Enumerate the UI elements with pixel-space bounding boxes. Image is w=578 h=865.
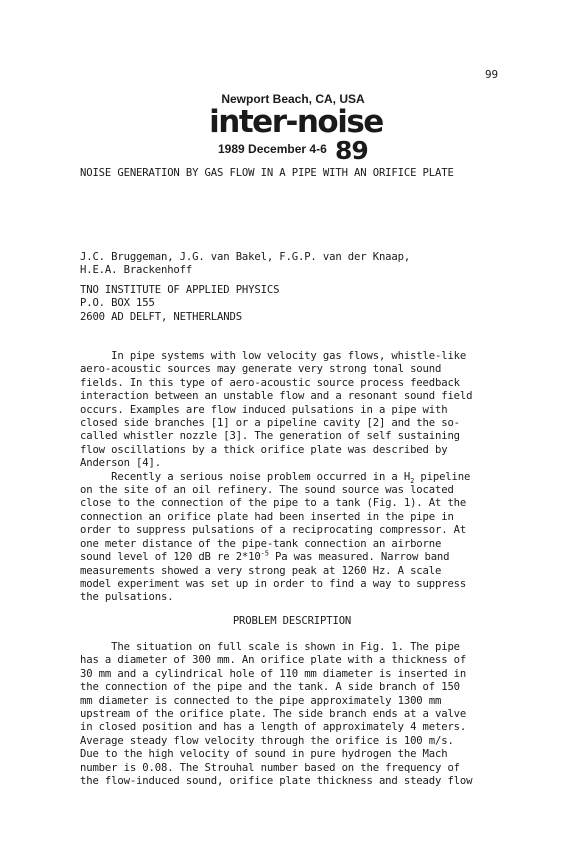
text-line: model experiment was set up in order to find a way to suppress <box>80 577 467 590</box>
text-line-sound-level <box>80 551 472 564</box>
text-line: close to the connection of the pipe to a tank (Fig. 1). At the <box>80 497 467 510</box>
text-line: flow oscillations by a thick orifice plate was described by <box>80 443 448 456</box>
section-heading: PROBLEM DESCRIPTION <box>232 615 352 627</box>
text-line: Anderson [4]. <box>80 457 161 470</box>
text-line: aero-acoustic sources may generate very strong tonal sound <box>80 363 442 376</box>
text-line: the connection of the pipe and the tank. A side branch of 150 <box>80 681 460 694</box>
text-line: The situation on full scale is shown in Fig. 1. The pipe <box>80 641 460 653</box>
text-line: called whistler nozzle [3]. The generation of self sustaining <box>80 430 460 443</box>
text-line: In pipe systems with low velocity gas flows, whistle-like <box>80 350 467 362</box>
text-line: connection an orifice plate had been inserted in the pipe in <box>80 510 454 523</box>
text-line: one meter distance of the pipe-tank connection an airborne <box>80 537 442 550</box>
text-line: interaction between an unstable flow and a resonant sound field <box>80 390 473 403</box>
author-line: J.C. Bruggeman, J.G. van Bakel, F.G.P. van der Knaap, <box>80 251 411 263</box>
text-line-h2 <box>80 471 472 484</box>
affiliation-line: TNO INSTITUTE OF APPLIED PHYSICS <box>80 284 280 296</box>
text-line: Due to the high velocity of sound in pure hydrogen the Mach <box>80 748 448 761</box>
text-line: on the site of an oil refinery. The sound source was located <box>80 484 454 497</box>
conference-year-logo: 89 <box>335 136 368 165</box>
text-line: closed side branches [1] or a pipeline cavity [2] and the so- <box>80 417 460 430</box>
problem-description-text <box>80 641 472 788</box>
conference-date: 1989 December 4-6 <box>218 142 327 156</box>
text-line: number is 0.08. The Strouhal number based on the frequency of <box>80 761 460 774</box>
superscript: -5 <box>260 549 269 558</box>
text-line: upstream of the orifice plate. The side branch ends at a valve <box>80 708 467 721</box>
affiliation-line: P.O. BOX 155 <box>80 297 155 310</box>
text-line: mm diameter is connected to the pipe approximately 1300 mm <box>80 694 442 707</box>
text-fragment: Recently a serious noise problem occurred in a H <box>80 470 411 483</box>
text-fragment: pipeline <box>414 470 471 483</box>
introduction-text <box>80 350 472 605</box>
text-line: the flow-induced sound, orifice plate thickness and steady flow <box>80 775 473 788</box>
affiliation-line: 2600 AD DELFT, NETHERLANDS <box>80 310 242 323</box>
text-line: 30 mm and a cylindrical hole of 110 mm diameter is inserted in <box>80 667 467 680</box>
text-line: occurs. Examples are flow induced pulsations in a pipe with <box>80 403 448 416</box>
subscript: 2 <box>410 476 415 485</box>
authors-block <box>80 251 410 278</box>
text-line: order to suppress pulsations of a reciprocating compressor. At <box>80 524 467 537</box>
text-line: fields. In this type of aero-acoustic source process feedback <box>80 376 460 389</box>
text-line: in closed position and has a length of approximately 4 meters. <box>80 721 467 734</box>
text-line: the pulsations. <box>80 591 174 604</box>
conference-location: Newport Beach, CA, USA <box>221 92 365 106</box>
text-fragment: sound level of 120 dB re 2*10 <box>80 551 261 564</box>
author-line: H.E.A. Brackenhoff <box>80 264 193 277</box>
affiliation-block <box>80 284 279 324</box>
page-number: 99 <box>485 68 498 81</box>
text-line: Average steady flow velocity through the orifice is 100 m/s. <box>80 734 454 747</box>
conference-logo: inter-noise <box>209 104 383 140</box>
paper-title: NOISE GENERATION BY GAS FLOW IN A PIPE WITH AN ORIFICE PLATE <box>80 167 454 179</box>
text-line: measurements showed a very strong peak at 1260 Hz. A scale <box>80 564 442 577</box>
text-line: has a diameter of 300 mm. An orifice plate with a thickness of <box>80 654 467 667</box>
text-fragment: Pa was measured. Narrow band <box>268 551 450 564</box>
